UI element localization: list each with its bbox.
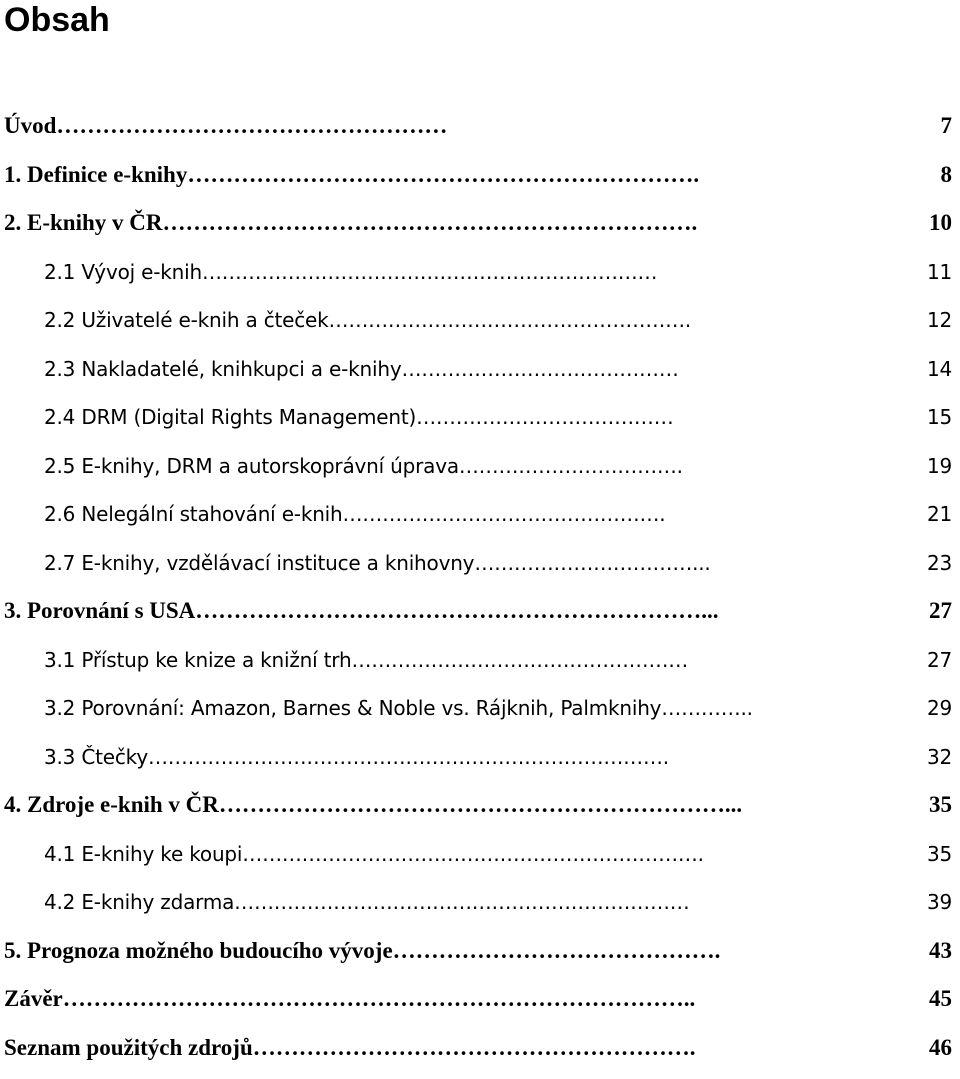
- toc-entry-page: 29: [921, 691, 952, 725]
- toc-entry-title: 2.1 Vývoj e-knih……………………………………………………………: [44, 255, 659, 289]
- toc-entry-title: 1. Definice e-knihy………………………………………………………….: [4, 158, 701, 192]
- toc-entry[interactable]: [0, 976, 960, 1025]
- toc-entry-title: 3.2 Porovnání: Amazon, Barnes & Noble vs. Rájknih, Palmknihy…………..: [44, 691, 755, 725]
- toc-entry-page: 27: [921, 643, 952, 677]
- toc-entry[interactable]: [0, 346, 960, 395]
- toc-entry-title: 2.7 E-knihy, vzdělávací instituce a knihovny……………………………...: [44, 546, 713, 580]
- toc-entry[interactable]: [0, 491, 960, 540]
- toc-entry[interactable]: [0, 831, 960, 880]
- toc-entry-title: Úvod……………………………………………: [4, 109, 449, 143]
- toc-entry[interactable]: [0, 152, 960, 201]
- table-of-contents: [0, 103, 960, 1073]
- toc-entry-page: 27: [923, 594, 952, 628]
- toc-entry-title: 3. Porovnání s USA…………………………………………………………...: [4, 594, 721, 628]
- toc-entry-title: 3.1 Přístup ke knize a knižní trh……………………………………………: [44, 643, 690, 677]
- toc-entry[interactable]: [0, 1025, 960, 1074]
- toc-entry-page: 8: [935, 158, 953, 192]
- toc-entry-page: 46: [923, 1031, 952, 1065]
- toc-entry-page: 7: [935, 109, 953, 143]
- toc-entry-title: 2.2 Uživatelé e-knih a čteček……………………………………………….: [44, 303, 693, 337]
- toc-entry-title: 4. Zdroje e-knih v ČR…………………………………………………………...: [4, 788, 744, 822]
- toc-entry[interactable]: [0, 588, 960, 637]
- toc-entry[interactable]: [0, 103, 960, 152]
- toc-entry[interactable]: [0, 297, 960, 346]
- toc-entry-page: 39: [921, 885, 952, 919]
- toc-entry[interactable]: [0, 200, 960, 249]
- toc-entry[interactable]: [0, 734, 960, 783]
- toc-entry-title: 4.2 E-knihy zdarma……………………………………………………………: [44, 885, 692, 919]
- toc-entry-page: 15: [921, 400, 952, 434]
- toc-entry-page: 12: [921, 303, 952, 337]
- toc-entry-page: 43: [923, 934, 952, 968]
- toc-entry-title: 3.3 Čtečky…………………………………………………………………….: [44, 740, 671, 774]
- toc-entry-page: 23: [921, 546, 952, 580]
- toc-entry-page: 10: [923, 206, 952, 240]
- toc-entry-page: 32: [921, 740, 952, 774]
- toc-entry[interactable]: [0, 394, 960, 443]
- toc-entry-title: 2.3 Nakladatelé, knihkupci a e-knihy……………………………………: [44, 352, 681, 386]
- toc-entry[interactable]: [0, 249, 960, 298]
- toc-entry[interactable]: [0, 443, 960, 492]
- toc-entry[interactable]: [0, 685, 960, 734]
- toc-entry-page: 14: [921, 352, 952, 386]
- toc-entry[interactable]: [0, 928, 960, 977]
- toc-entry-title: 4.1 E-knihy ke koupi…………………………………………………………….: [44, 837, 706, 871]
- toc-entry-page: 35: [921, 837, 952, 871]
- toc-entry-title: 2.6 Nelegální stahování e-knih………………………………………….: [44, 497, 667, 531]
- toc-entry-title: 2.5 E-knihy, DRM a autorskoprávní úprava…………………………….: [44, 449, 685, 483]
- toc-entry-page: 35: [923, 788, 952, 822]
- toc-entry-page: 19: [921, 449, 952, 483]
- toc-entry-title: Závěr………………………………………………………………………..: [4, 982, 697, 1016]
- toc-entry[interactable]: [0, 879, 960, 928]
- toc-entry[interactable]: [0, 782, 960, 831]
- toc-entry[interactable]: [0, 637, 960, 686]
- toc-entry-title: 2. E-knihy v ČR…………………………………………………………….: [4, 206, 699, 240]
- toc-entry[interactable]: [0, 540, 960, 589]
- toc-entry-title: 2.4 DRM (Digital Rights Management)…………………………………: [44, 400, 676, 434]
- toc-entry-page: 45: [923, 982, 952, 1016]
- toc-entry-page: 11: [921, 255, 952, 289]
- page-title: Obsah: [4, 1, 110, 39]
- toc-entry-title: Seznam použitých zdrojů………………………………………………….: [4, 1031, 698, 1065]
- toc-entry-title: 5. Prognoza možného budoucího vývoje…………………………………….: [4, 934, 722, 968]
- toc-entry-page: 21: [921, 497, 952, 531]
